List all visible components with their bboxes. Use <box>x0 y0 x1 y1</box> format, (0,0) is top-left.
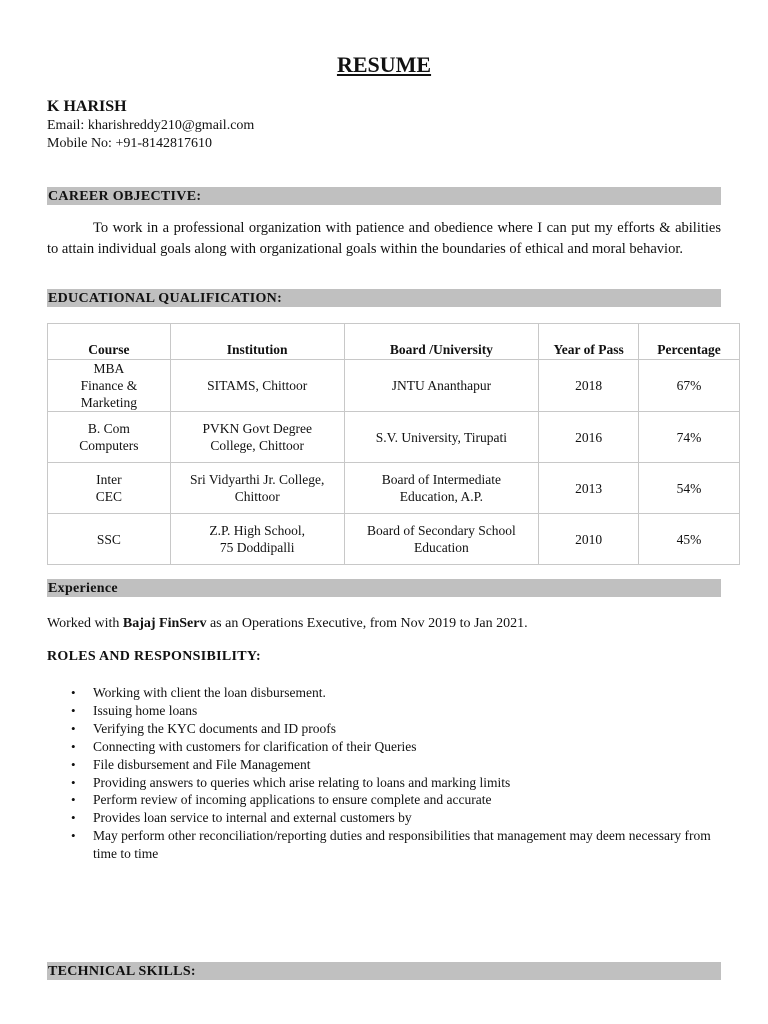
column-header: Percentage <box>639 324 740 360</box>
table-cell: 45% <box>639 514 740 565</box>
bullet-icon: • <box>71 738 76 754</box>
table-cell: S.V. University, Tirupati <box>344 412 539 463</box>
company-name: Bajaj FinServ <box>122 616 207 631</box>
roles-list <box>47 684 727 863</box>
list-item-text: Provides loan service to internal and external customers by <box>93 810 412 826</box>
list-item <box>47 738 727 756</box>
roles-heading: ROLES AND RESPONSIBILITY: <box>47 649 261 664</box>
page-title: RESUME <box>336 52 432 77</box>
table-cell: MBA Finance & Marketing <box>48 360 171 412</box>
column-header: Year of Pass <box>539 324 639 360</box>
section-technical-skills <box>47 962 721 980</box>
list-item <box>47 702 727 720</box>
table-cell: PVKN Govt Degree College, Chittoor <box>170 412 344 463</box>
list-item <box>47 684 727 702</box>
list-item <box>47 791 727 809</box>
list-item-text: Perform review of incoming applications to ensure complete and accurate <box>93 792 492 808</box>
list-item <box>47 720 727 738</box>
table-row <box>48 412 740 463</box>
table-cell: 2016 <box>539 412 639 463</box>
bullet-icon: • <box>71 828 76 844</box>
table-cell: SITAMS, Chittoor <box>170 360 344 412</box>
list-item-text: Providing answers to queries which arise relating to loans and marking limits <box>93 774 511 790</box>
bullet-icon: • <box>71 792 76 808</box>
table-header-row <box>48 324 740 360</box>
objective-text: To work in a professional organization with patience and obedience where I can put my efforts & abilities to attain individual goals along with organizational goals within the boundaries of ethical and moral behavior. <box>47 220 721 257</box>
table-cell: 2010 <box>539 514 639 565</box>
list-item-text: Connecting with customers for clarification of their Queries <box>93 738 417 754</box>
list-item-text: May perform other reconciliation/reporting duties and responsibilities that management may deem necessary from time to time <box>93 828 711 862</box>
list-item-text: File disbursement and File Management <box>93 756 311 772</box>
section-education <box>47 289 721 307</box>
table-row <box>48 360 740 412</box>
list-item <box>47 756 727 774</box>
table-cell: SSC <box>48 514 171 565</box>
education-table <box>47 323 740 565</box>
table-cell: 74% <box>639 412 740 463</box>
section-experience <box>47 579 721 597</box>
table-row <box>48 514 740 565</box>
bullet-icon: • <box>71 810 76 826</box>
table-row <box>48 463 740 514</box>
column-header: Institution <box>170 324 344 360</box>
experience-line <box>47 616 528 632</box>
table-cell: JNTU Ananthapur <box>344 360 539 412</box>
experience-suffix: as an Operations Executive, from Nov 2019 to Jan 2021. <box>206 616 528 631</box>
table-cell: 54% <box>639 463 740 514</box>
list-item-text: Verifying the KYC documents and ID proofs <box>93 720 336 736</box>
email-line: Email: kharishreddy210@gmail.com <box>47 118 255 133</box>
section-heading: EDUCATIONAL QUALIFICATION: <box>48 291 283 306</box>
candidate-name: K HARISH <box>47 98 127 115</box>
bullet-icon: • <box>71 685 76 700</box>
list-item <box>47 827 727 863</box>
table-cell: B. Com Computers <box>48 412 171 463</box>
list-item-text: Issuing home loans <box>93 702 198 718</box>
table-cell: Z.P. High School, 75 Doddipalli <box>170 514 344 565</box>
list-item-text: Working with client the loan disbursement. <box>93 685 326 700</box>
section-heading: Experience <box>48 581 118 596</box>
column-header: Course <box>48 324 171 360</box>
bullet-icon: • <box>71 702 76 718</box>
table-cell: Sri Vidyarthi Jr. College, Chittoor <box>170 463 344 514</box>
bullet-icon: • <box>71 774 76 790</box>
table-cell: 2018 <box>539 360 639 412</box>
bullet-icon: • <box>71 720 76 736</box>
experience-prefix: Worked with <box>47 616 123 631</box>
table-cell: 2013 <box>539 463 639 514</box>
table-cell: Board of Intermediate Education, A.P. <box>344 463 539 514</box>
table-cell: Board of Secondary School Education <box>344 514 539 565</box>
table-cell: Inter CEC <box>48 463 171 514</box>
list-item <box>47 809 727 827</box>
section-career-objective <box>47 187 721 205</box>
section-heading: CAREER OBJECTIVE: <box>48 189 202 204</box>
list-item <box>47 774 727 792</box>
mobile-line: Mobile No: +91-8142817610 <box>47 136 212 151</box>
section-heading: TECHNICAL SKILLS: <box>48 964 196 979</box>
table-cell: 67% <box>639 360 740 412</box>
bullet-icon: • <box>71 756 76 772</box>
column-header: Board /University <box>344 324 539 360</box>
